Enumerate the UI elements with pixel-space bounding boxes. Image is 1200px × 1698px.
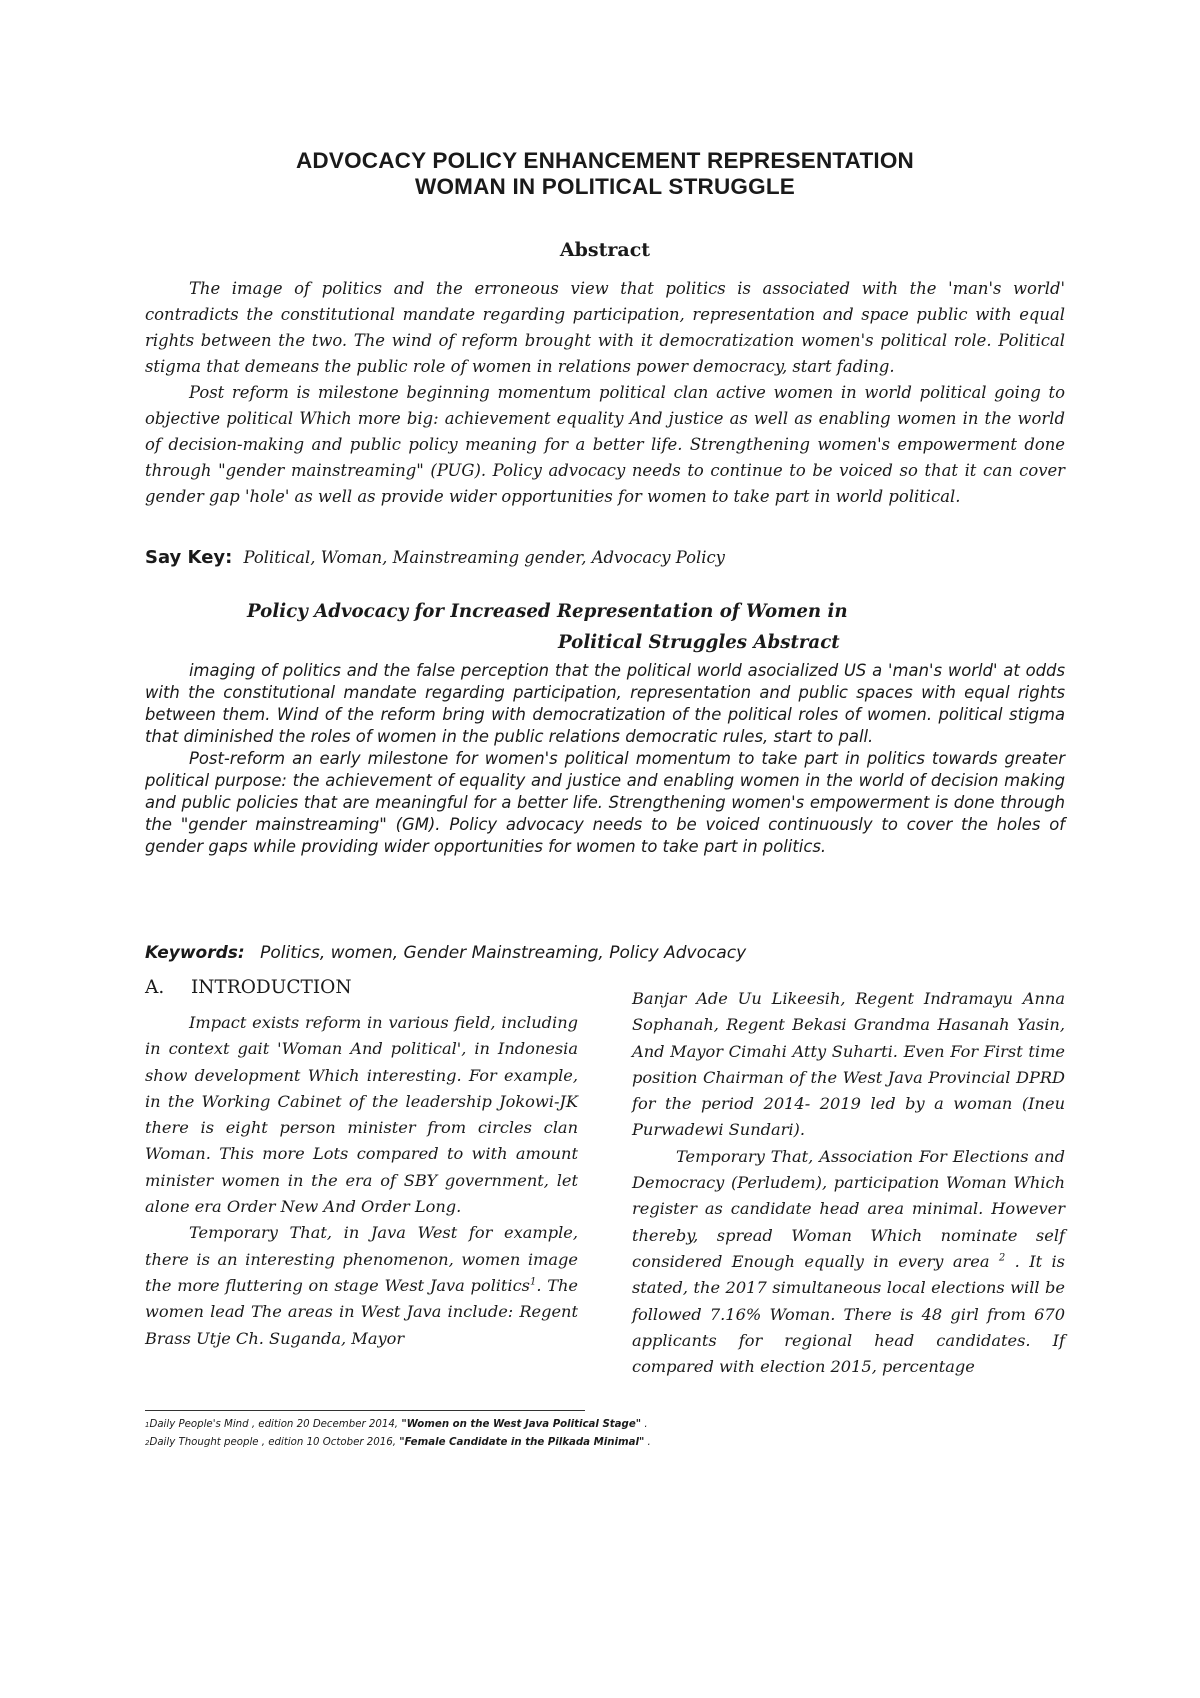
english-title-line-1: Policy Advocacy for Increased Representation of Women in [247, 601, 848, 622]
title-line-1: ADVOCACY POLICY ENHANCEMENT REPRESENTATION [295, 148, 915, 173]
english-abstract-title [145, 596, 1065, 658]
introduction-left-column [145, 1010, 578, 1352]
english-abstract-paragraph-2: Post-reform an early milestone for women's political momentum to take part in politics towards greater political purpose: the achievement of equality and justice and enabling women in the world of decision making and public policies that are meaningful for a better life. Strengthening women's empowerment is done through the "gender mainstreaming" (GM). Policy advocacy needs to be voiced continuously to cover the holes of gender gaps while providing wider opportunities for women to take part in politics. [145, 749, 1065, 856]
footnote-2 [145, 1434, 1065, 1452]
footnote-source: Daily Thought people , edition 10 October 2016, [149, 1437, 396, 1448]
section-heading-introduction [145, 976, 352, 1000]
footnote-divider [145, 1410, 585, 1411]
section-title: INTRODUCTION [191, 977, 352, 998]
introduction-right-column [632, 986, 1065, 1380]
intro-paragraph-2 [145, 1220, 578, 1351]
intro-paragraph-2-text-a: Temporary That, in Java West for example, there is an interesting phenomenon, women image the more fluttering on stage West Java politics [145, 1223, 578, 1295]
footnote-ref-2[interactable]: 2 [998, 1252, 1006, 1264]
abstract-heading: Abstract [559, 239, 651, 261]
section-number: A. [145, 977, 165, 998]
english-abstract-paragraph-1: imaging of politics and the false perception that the political world asocialized US a 'man's world' at odds with the constitutional mandate regarding participation, representation and public spaces with equal rights between them. Wind of the reform bring with democratization of the political roles of women. political stigma that diminished the roles of women in the public relations democratic rules, start to pall. [145, 661, 1065, 746]
intro-paragraph-4 [632, 1144, 1065, 1381]
keywords-label: Say Key: [145, 547, 233, 568]
abstract-paragraph-1: The image of politics and the erroneous view that politics is associated with the 'man's world' contradicts the constitutional mandate regarding participation, representation and space public with equal rights between the two. The wind of reform brought with it democratization women's political role. Political stigma that demeans the public role of women in relations power democracy, start fading. [145, 279, 1065, 376]
footnote-end: . [644, 1419, 648, 1430]
english-title-line-2: Political Struggles Abstract [558, 632, 840, 653]
footnote-number: 2 [145, 1439, 150, 1447]
abstract-paragraph-2: Post reform is milestone beginning momentum political clan active women in world political going to objective political Which more big: achievement equality And justice as well as enabling women in the world of decision-making and public policy meaning for a better life. Strengthening women's empowerment done through "gender mainstreaming" (PUG). Policy advocacy needs to continue to be voiced so that it can cover gender gap 'hole' as well as provide wider opportunities for women to take part in world political. [145, 383, 1065, 506]
footnotes [145, 1416, 1065, 1452]
intro-paragraph-4-text-b: . It is stated, the 2017 simultaneous local elections will be followed 7.16% Woman. There is 48 girl from 670 applicants for regional head candidates. If compared with election 2015, percentage [632, 1251, 1065, 1377]
footnote-number: 1 [145, 1421, 150, 1429]
intro-paragraph-2-text-b: . The women lead The areas in West Java include: Regent Brass Utje Ch. Suganda, Mayor [145, 1275, 578, 1348]
footnote-end: . [647, 1437, 651, 1448]
footnote-ref-1[interactable]: 1 [529, 1276, 537, 1288]
intro-paragraph-3: Banjar Ade Uu Likeesih, Regent Indramayu Anna Sophanah, Regent Bekasi Grandma Hasanah Yasin, And Mayor Cimahi Atty Suharti. Even For First time position Chairman of the West Java Provincial DPRD for the period 2014- 2019 led by a woman (Ineu Purwadewi Sundari). [632, 989, 1065, 1140]
footnote-1 [145, 1416, 1065, 1434]
footnote-source: Daily People's Mind , edition 20 December 2014, [149, 1419, 399, 1430]
footnote-article-title: "Women on the West Java Political Stage" [401, 1419, 642, 1430]
english-keywords-label: Keywords: [145, 943, 245, 963]
intro-paragraph-1: Impact exists reform in various field, including in context gait 'Woman And political', in Indonesia show development Which interesting. For example, in the Working Cabinet of the leadership Jokowi-JK there is eight person minister from circles clan Woman. This more Lots compared to with amount minister women in the era of SBY government, let alone era Order New And Order Long. [145, 1013, 578, 1217]
footnote-article-title: "Female Candidate in the Pilkada Minimal" [399, 1437, 645, 1448]
abstract-keywords [145, 546, 1065, 570]
intro-paragraph-4-text-a: Temporary That, Association For Elections and Democracy (Perludem), participation Woman Which register as candidate head area minimal. However thereby, spread Woman Which nominate self considered Enough equally in every area [632, 1146, 1065, 1271]
english-abstract-body [145, 660, 1065, 858]
english-keywords [145, 941, 1065, 965]
paper-title [145, 148, 1065, 200]
english-keywords-values: Politics, women, Gender Mainstreaming, Policy Advocacy [260, 943, 747, 963]
title-line-2: WOMAN IN POLITICAL STRUGGLE [415, 174, 795, 199]
abstract-body [145, 276, 1065, 510]
keywords-values: Political, Woman, Mainstreaming gender, Advocacy Policy [243, 548, 725, 567]
